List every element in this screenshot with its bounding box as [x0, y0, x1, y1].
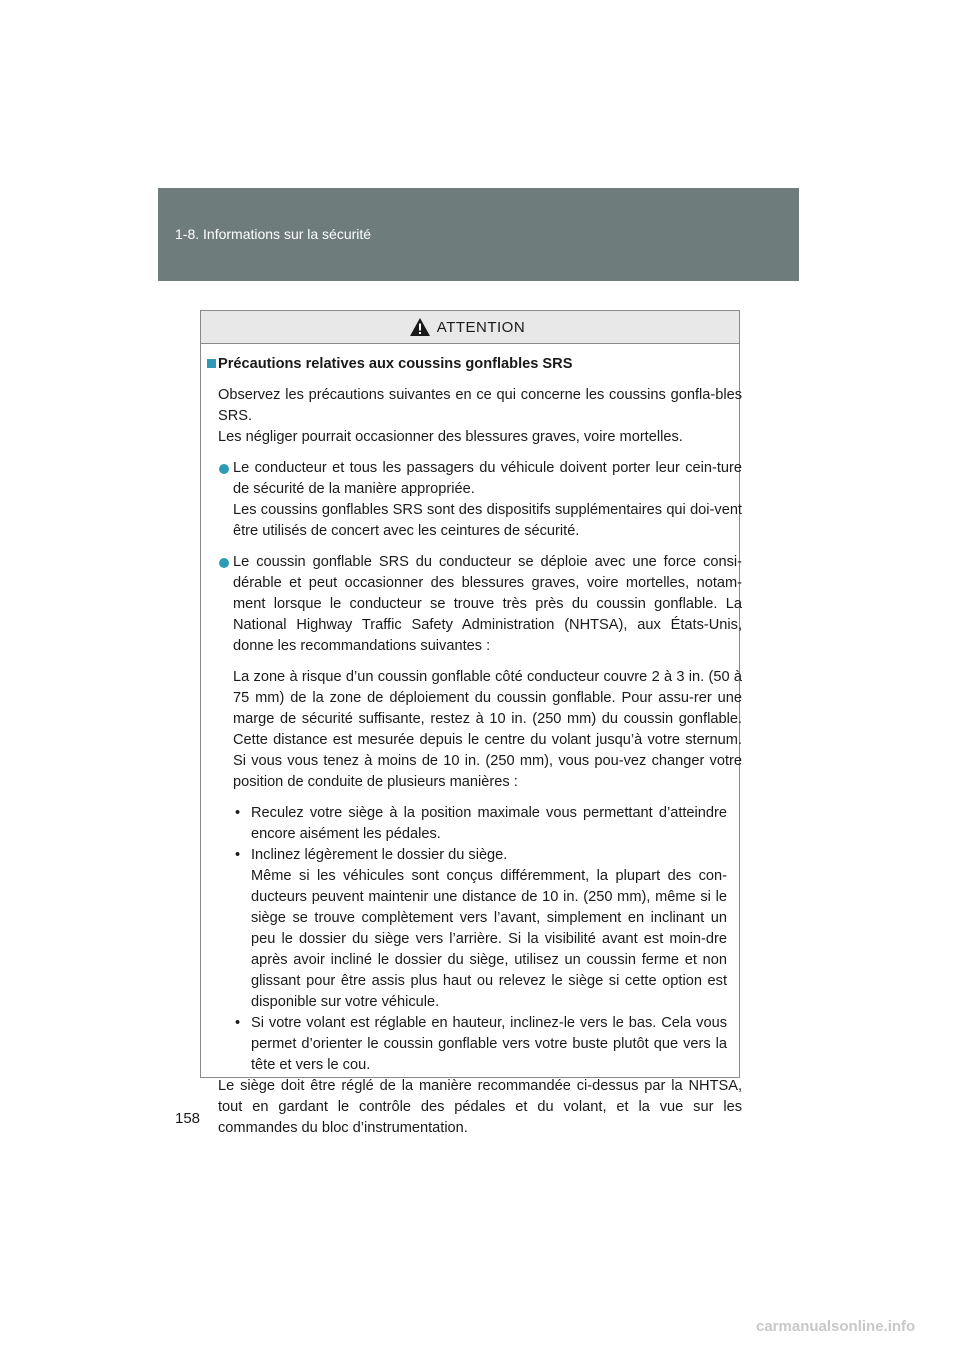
list-item-text: Si votre volant est réglable en hauteur, inclinez-le vers le bas. Cela vous permet d’orienter le coussin gonflable vers votre buste plutôt que vers la tête et vers le cou. — [251, 1015, 727, 1073]
closing-paragraph: Le siège doit être réglé de la manière recommandée ci-dessus par la NHTSA, tout en gardant le contrôle des pédales et du volant, et la vue sur les commandes du bloc d’instrumentation. — [218, 1078, 742, 1136]
square-bullet-icon — [207, 359, 216, 368]
bullet-item-1 — [233, 458, 742, 542]
bullet-1-text-a: Le conducteur et tous les passagers du véhicule doivent porter leur cein-ture de sécurité de la manière appropriée. — [233, 460, 742, 497]
watermark: carmanualsonline.info — [756, 1318, 916, 1335]
bullet-1-text-b: Les coussins gonflables SRS sont des dispositifs supplémentaires qui doi-vent être utilisés de concert avec les ceintures de sécurité. — [233, 502, 742, 539]
attention-box — [200, 310, 742, 1136]
round-bullet-icon — [219, 464, 229, 474]
intro-paragraph — [218, 385, 742, 448]
section-heading-text: Précautions relatives aux coussins gonflables SRS — [218, 356, 573, 372]
bullet-2-text: Le coussin gonflable SRS du conducteur se déploie avec une force consi-dérable et peut occasionner des blessures graves, voire mortelles, notam-ment lorsque le conducteur se trouve très près du coussin gonflable. La National Highway Traffic Safety Administration (NHTSA), aux États-Unis, donne les recommandations suivantes : — [233, 554, 742, 654]
list-item — [235, 803, 727, 845]
list-item-text: Reculez votre siège à la position maximale vous permettant d’atteindre encore aisément les pédales. — [251, 805, 727, 842]
page-number: 158 — [175, 1110, 201, 1127]
list-bullet: • — [235, 1015, 241, 1031]
section-heading — [201, 354, 739, 375]
list-bullet: • — [235, 805, 241, 821]
intro-line-1: Observez les précautions suivantes en ce qui concerne les coussins gonfla-bles SRS. — [218, 387, 742, 424]
intro-line-2: Les négliger pourrait occasionner des blessures graves, voire mortelles. — [218, 429, 683, 445]
list-item-detail: Même si les véhicules sont conçus différemment, la plupart des con-ducteurs peuvent maintenir une distance de 10 in. (250 mm), même si le siège se trouve complètement vers l’avant, simplement en inclinant un peu le dossier du siège vers l’arrière. Si la visibilité avant est moin-dre après avoir incliné le dossier du siège, utilisez un coussin ferme et non glissant pour être assis plus haut ou relevez le siège si cette option est disponible sur votre véhicule. — [251, 868, 727, 1010]
warning-triangle-icon — [409, 317, 431, 337]
list-item — [235, 1013, 727, 1076]
attention-header — [201, 311, 739, 344]
attention-body — [201, 344, 742, 1139]
bullet-item-2 — [233, 552, 742, 657]
list-item — [235, 845, 727, 1013]
sub-paragraph: La zone à risque d’un coussin gonflable côté conducteur couvre 2 à 3 in. (50 à 75 mm) de la zone de déploiement du coussin gonflable. Pour assu-rer une marge de sécurité suffisante, restez à 10 in. (250 mm) du coussin gonflable. Cette distance est mesurée depuis le centre du volant jusqu’à votre sternum. Si vous vous tenez à moins de 10 in. (250 mm), vous pou-vez changer votre position de conduite de plusieurs manières : — [233, 669, 742, 790]
round-bullet-icon — [219, 558, 229, 568]
list-bullet: • — [235, 847, 241, 863]
attention-title: ATTENTION — [436, 318, 526, 336]
list-item-text: Inclinez légèrement le dossier du siège. — [251, 847, 508, 863]
section-title: 1-8. Informations sur la sécurité — [175, 226, 372, 242]
